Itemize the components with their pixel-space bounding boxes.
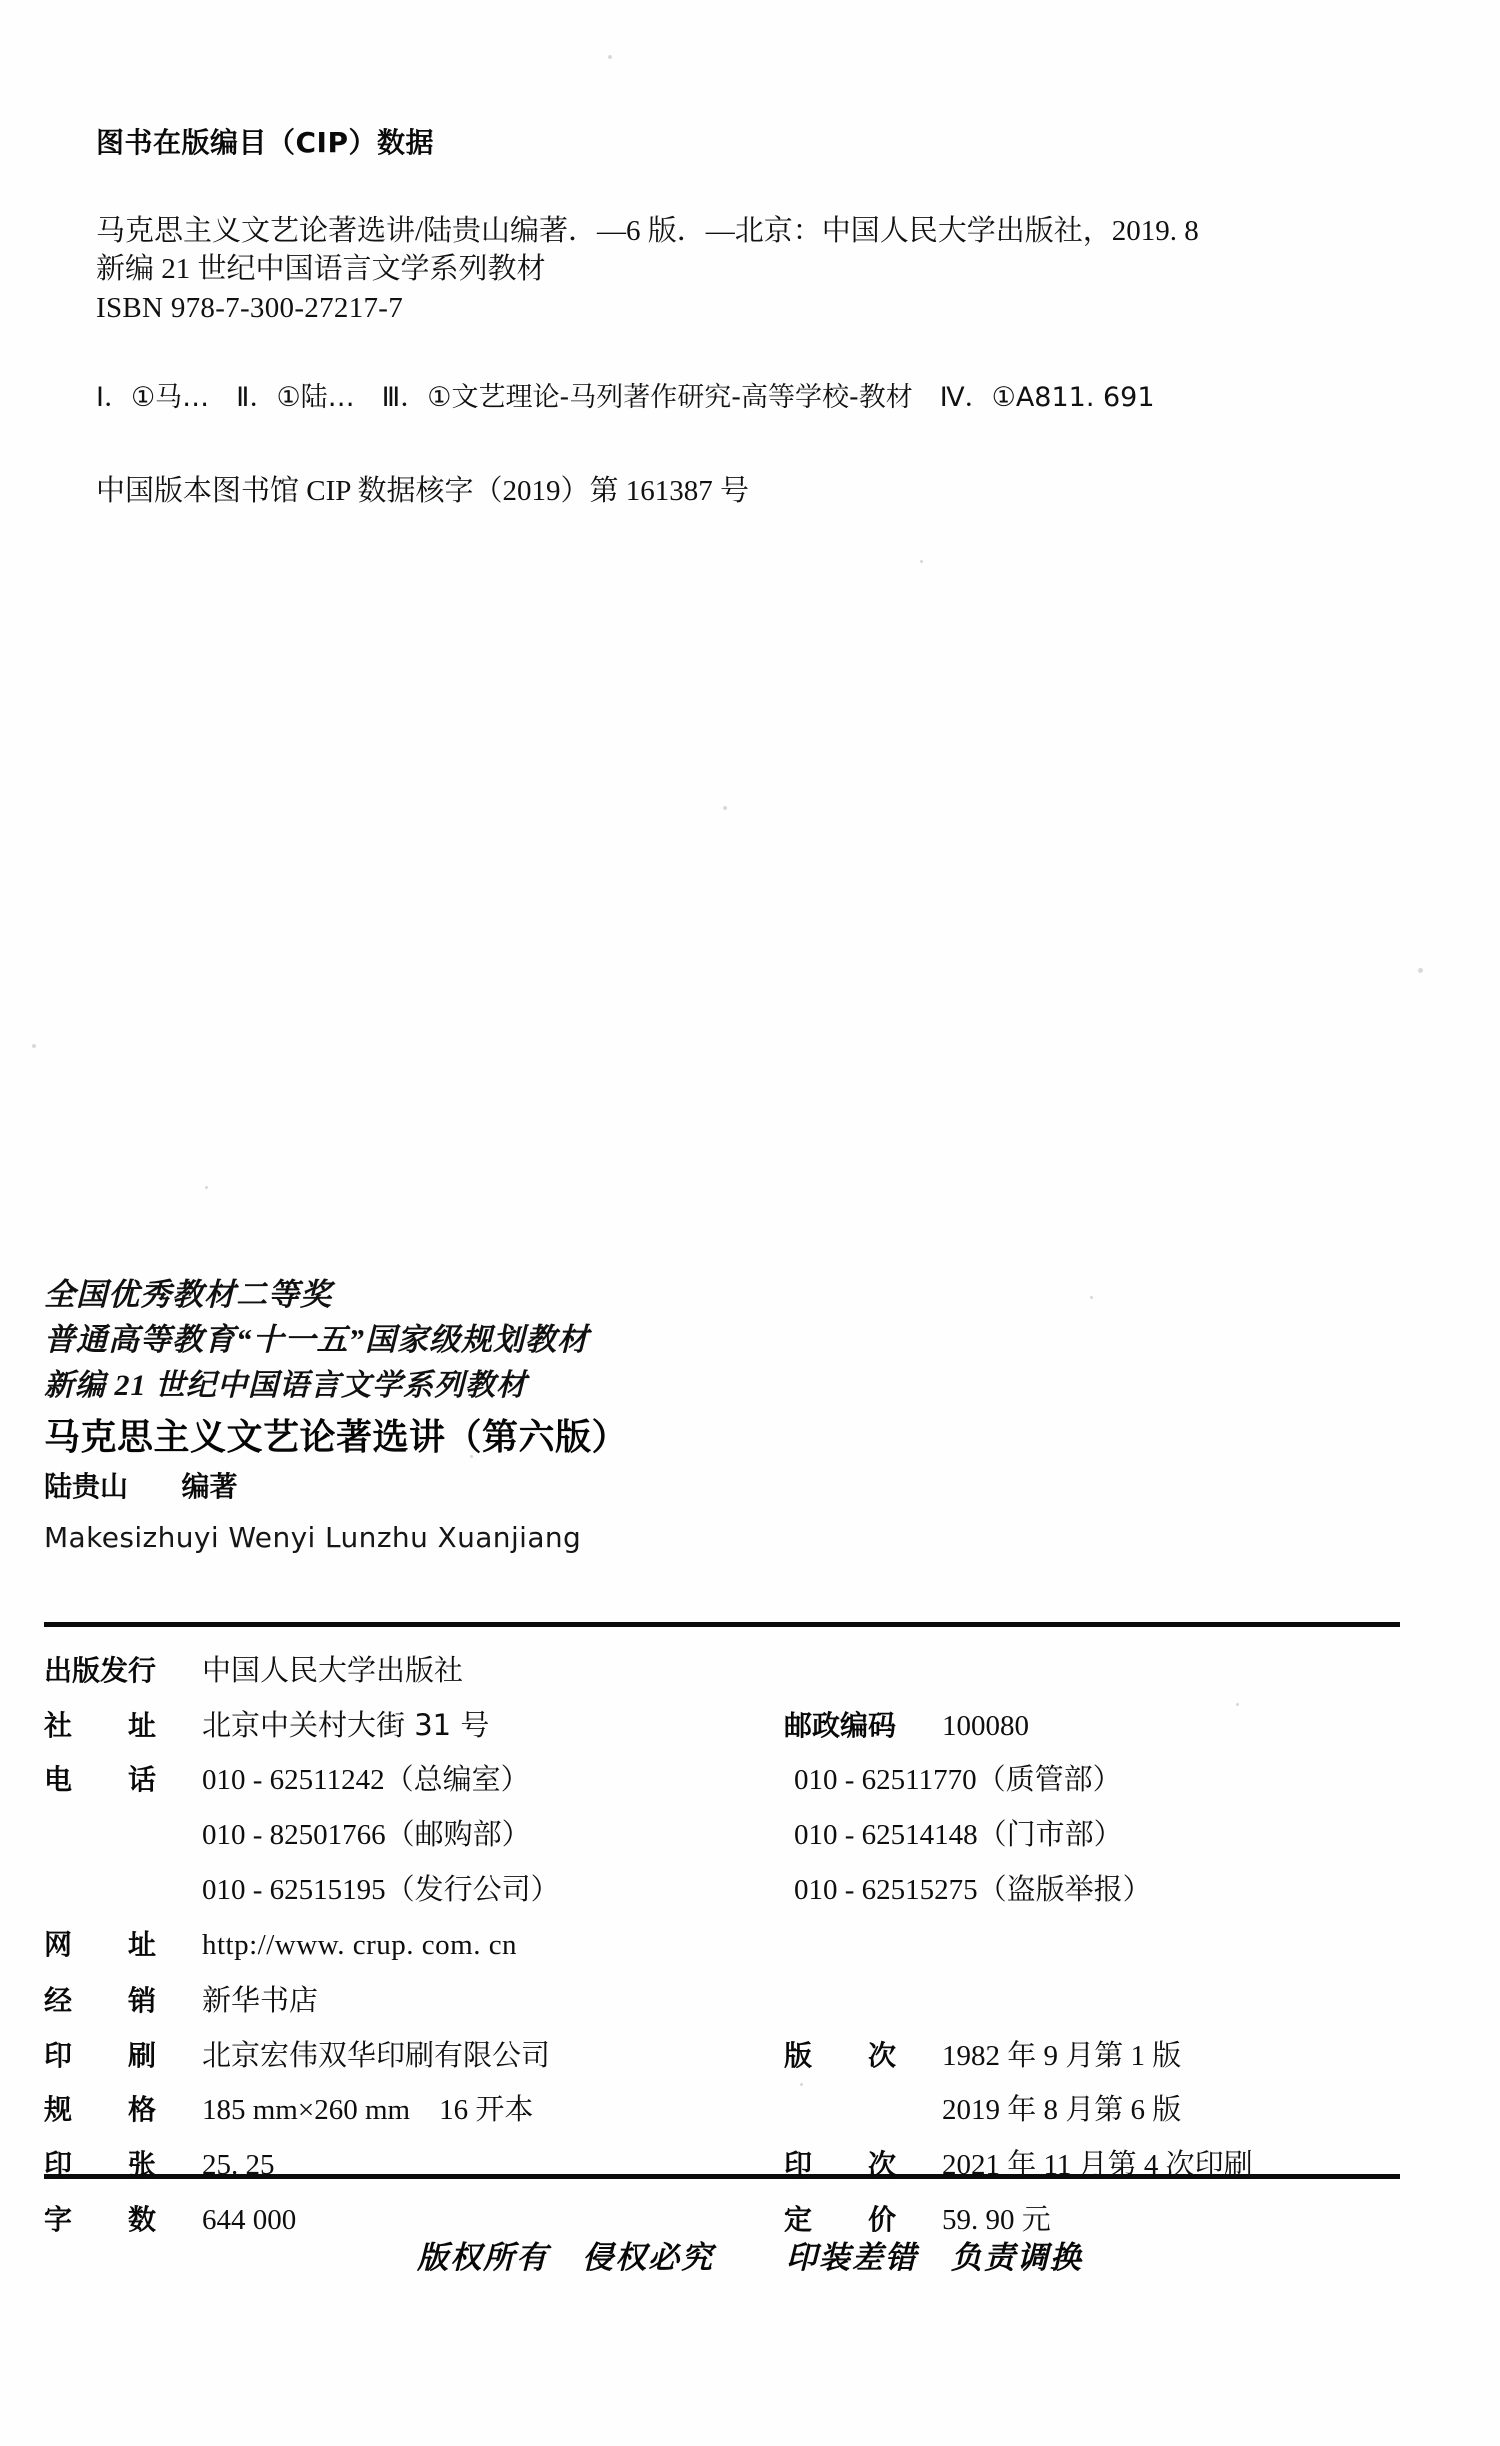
national-plan-line: 普通高等教育“十一五”国家级规划教材 (44, 1322, 589, 1358)
imprint-row-sheets (44, 2148, 1444, 2206)
imprint-cell (44, 1763, 784, 1796)
postcode-label: 邮政编码 (784, 1709, 897, 1742)
distributor-value: 新华书店 (202, 1983, 319, 2017)
author-name: 陆贵山 (44, 1470, 129, 1504)
imprint-cell (44, 1708, 784, 1742)
postcode-value: 100080 (942, 1710, 1029, 1742)
sheets-label: 印 张 (44, 2148, 157, 2181)
imprint-row-format (44, 2093, 1444, 2151)
cip-heading: 图书在版编目（CIP）数据 (96, 126, 434, 159)
distributor-label: 经 销 (44, 1984, 157, 2017)
cip-number: 中国版本图书馆 CIP 数据核字（2019）第 161387 号 (96, 475, 750, 508)
address-label: 社 址 (44, 1709, 157, 1742)
imprint-row-publisher (44, 1653, 1444, 1711)
printer-value: 北京宏伟双华印刷有限公司 (202, 2038, 551, 2072)
publisher-label: 出版发行 (44, 1654, 157, 1687)
imprint-cell (784, 2203, 1444, 2236)
imprint-cell (44, 2093, 784, 2126)
author-line (44, 1467, 1444, 1507)
imprint-cell (784, 1821, 1444, 1850)
edition-label: 版 次 (784, 2039, 897, 2072)
cip-entry-line-2: 新编 21 世纪中国语言文学系列教材 (96, 253, 546, 286)
imprint-cell (784, 1766, 1444, 1795)
cip-classification: Ⅰ．①马… Ⅱ．①陆… Ⅲ．①文艺理论-马列著作研究-高等学校-教材 Ⅳ．①A811. 691 (96, 382, 1155, 414)
publisher-value: 中国人民大学出版社 (202, 1653, 464, 1687)
phone-label: 电 话 (44, 1763, 157, 1796)
imprint-table (44, 1653, 1444, 2261)
imprint-cell (784, 1876, 1444, 1905)
series-line: 新编 21 世纪中国语言文学系列教材 (44, 1368, 527, 1402)
cip-isbn: ISBN 978-7-300-27217-7 (96, 292, 404, 325)
website-label: 网 址 (44, 1928, 157, 1961)
divider-top (44, 1622, 1400, 1627)
pinyin-title: Makesizhuyi Wenyi Lunzhu Xuanjiang (44, 1520, 582, 1554)
imprint-row-distributor (44, 1983, 1444, 2041)
price-label: 定 价 (784, 2203, 897, 2236)
scan-speck (32, 1044, 36, 1048)
spacer (96, 328, 1426, 380)
imprint-cell (44, 1876, 784, 1905)
spacer (96, 416, 1426, 472)
phone-value-4: 010 - 62511770（质管部） (794, 1764, 1122, 1796)
cip-entry-line-1: 马克思主义文艺论著选讲/陆贵山编著．—6 版．—北京：中国人民大学出版社，2019. 8 (96, 214, 1199, 247)
printing-label: 印 次 (784, 2148, 897, 2181)
imprint-row-printer (44, 2038, 1444, 2096)
phone-value-3: 010 - 62515195（发行公司） (202, 1874, 560, 1906)
author-role: 编著 (181, 1470, 238, 1504)
phone-value-1: 010 - 62511242（总编室） (202, 1764, 530, 1796)
imprint-cell (44, 2038, 784, 2072)
price-value: 59. 90 元 (942, 2204, 1051, 2236)
imprint-cell (44, 1821, 784, 1850)
scan-speck (920, 560, 923, 563)
imprint-cell (44, 1983, 784, 2017)
wordcount-value: 644 000 (202, 2204, 297, 2236)
imprint-cell (44, 2148, 784, 2181)
scan-speck (1418, 968, 1423, 973)
exchange-notice: 印装差错 负责调换 (785, 2240, 1083, 2275)
award-line: 全国优秀教材二等奖 (44, 1277, 332, 1312)
wordcount-label: 字 数 (44, 2203, 157, 2236)
imprint-cell (784, 2039, 1444, 2072)
imprint-row-phone-1 (44, 1763, 1444, 1821)
imprint-cell (44, 1653, 784, 1687)
scan-speck (205, 1186, 208, 1189)
edition-value-2: 2019 年 8 月第 6 版 (942, 2094, 1182, 2126)
imprint-cell (44, 1928, 784, 1961)
phone-value-5: 010 - 62514148（门市部） (794, 1819, 1123, 1851)
imprint-cell (784, 1709, 1444, 1742)
format-value: 185 mm×260 mm 16 开本 (202, 2094, 534, 2126)
imprint-row-address (44, 1708, 1444, 1766)
title-block (44, 1272, 1444, 1554)
printing-value: 2021 年 11 月第 4 次印刷 (942, 2149, 1253, 2181)
scan-speck (723, 806, 727, 810)
imprint-row-website (44, 1928, 1444, 1986)
cip-block (96, 126, 1426, 511)
phone-value-6: 010 - 62515275（盗版举报） (794, 1874, 1152, 1906)
edition-value-1: 1982 年 9 月第 1 版 (942, 2040, 1182, 2072)
imprint-cell (784, 2148, 1444, 2181)
website-value: http://www. crup. com. cn (202, 1929, 518, 1961)
imprint-cell (44, 2203, 784, 2236)
scan-speck (608, 55, 612, 59)
copyright-notice: 版权所有 侵权必究 (417, 2240, 715, 2275)
phone-value-2: 010 - 82501766（邮购部） (202, 1819, 531, 1851)
printer-label: 印 刷 (44, 2039, 157, 2072)
address-value: 北京中关村大街 31 号 (202, 1708, 490, 1742)
imprint-row-phone-2 (44, 1821, 1444, 1876)
sheets-value: 25. 25 (202, 2149, 275, 2181)
format-label: 规 格 (44, 2093, 157, 2126)
book-title: 马克思主义文艺论著选讲（第六版） (44, 1416, 629, 1458)
imprint-cell (784, 2096, 1444, 2125)
footer-notice (0, 2232, 1500, 2277)
imprint-row-phone-3 (44, 1876, 1444, 1931)
